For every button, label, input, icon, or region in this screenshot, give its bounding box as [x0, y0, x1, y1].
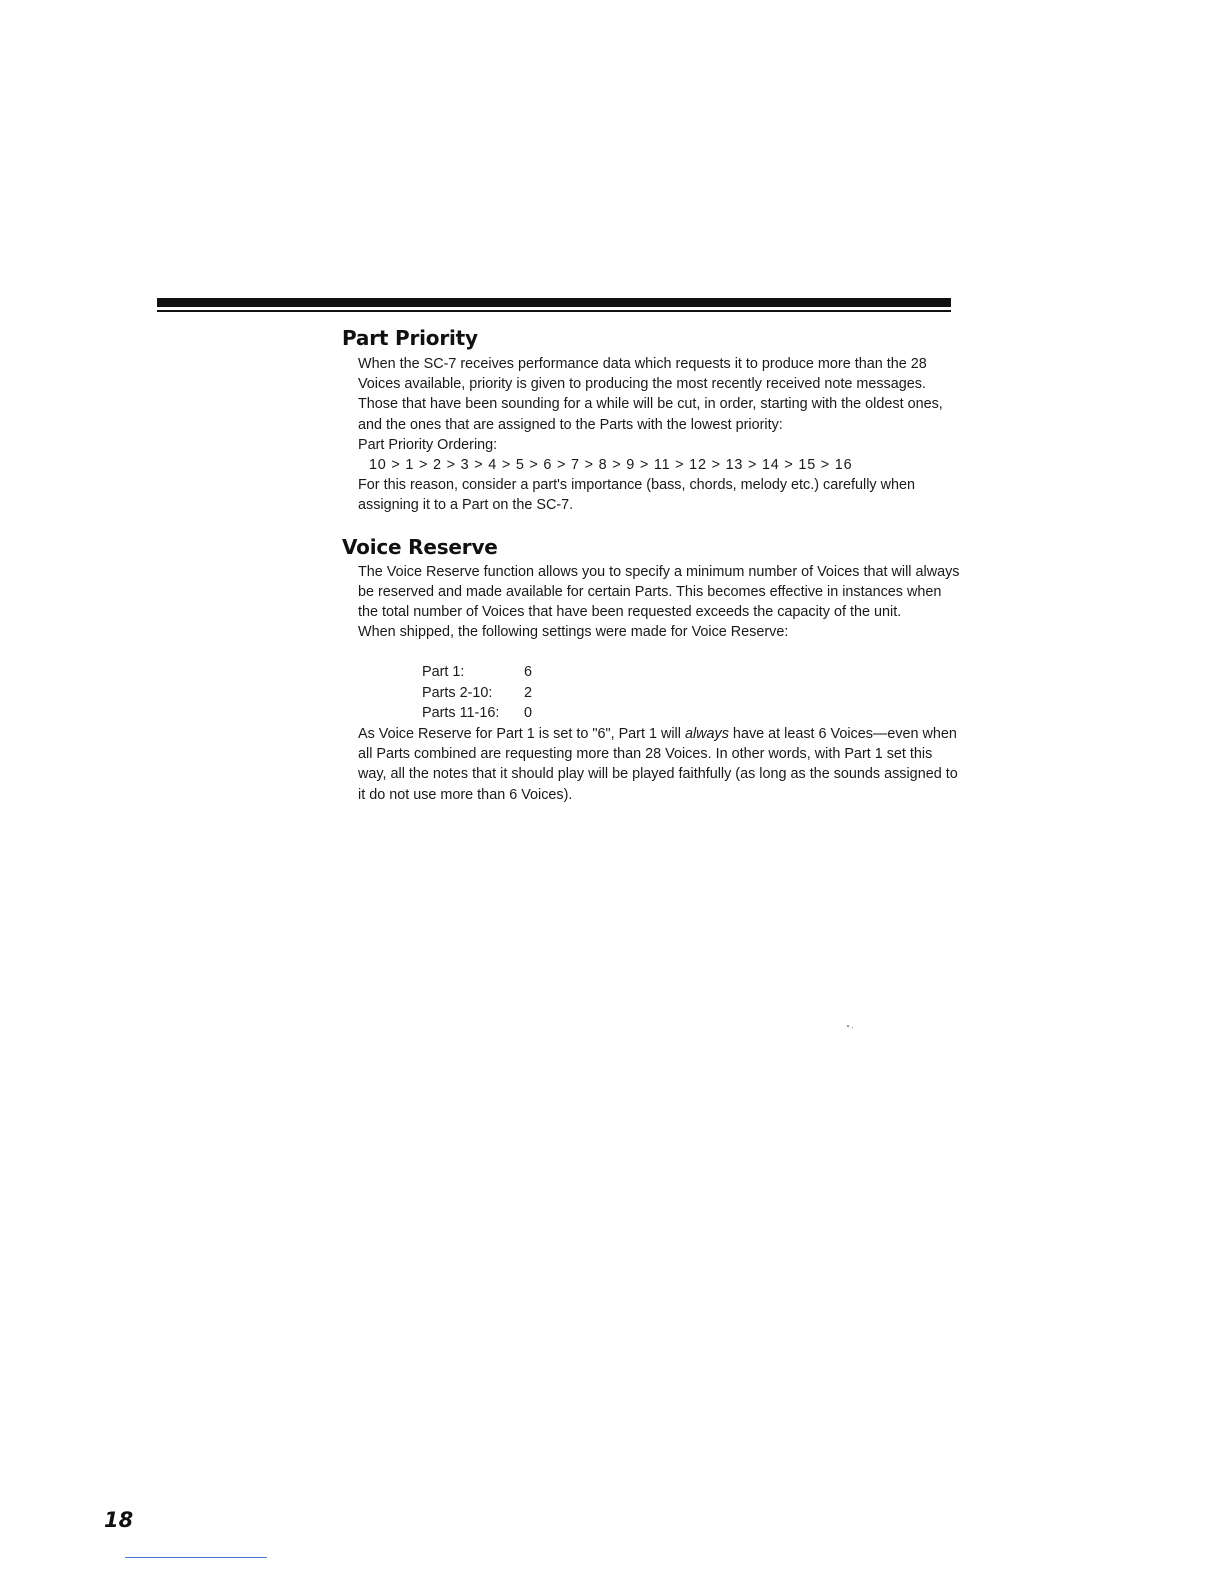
header-rule-thick [157, 298, 951, 307]
settings-row [422, 662, 962, 683]
scan-speck [847, 1025, 849, 1027]
voice-reserve-closing-paragraph [358, 724, 962, 805]
voice-reserve-body [358, 562, 962, 643]
voice-reserve-closing-block [358, 724, 962, 805]
settings-label: Part 1: [422, 664, 465, 681]
header-rule-thin [157, 310, 951, 312]
priority-reason-paragraph: For this reason, consider a part's importance (bass, chords, melody etc.) carefully when assigning it to a Part on the SC-7. [358, 477, 916, 514]
settings-row [422, 703, 962, 724]
settings-value: 6 [524, 664, 533, 681]
footer-line [125, 1557, 267, 1558]
settings-label: Parts 11-16: [422, 705, 500, 722]
settings-label: Parts 2-10: [422, 684, 493, 701]
closing-emphasis: always [684, 725, 729, 742]
priority-ordering-label: Part Priority Ordering: [358, 436, 498, 453]
voice-reserve-heading: Voice Reserve [342, 534, 498, 559]
scan-speck [852, 1027, 853, 1028]
priority-ordering-sequence: 10 > 1 > 2 > 3 > 4 > 5 > 6 > 7 > 8 > 9 > 11 > 12 > 13 > 14 > 15 > 16 [369, 457, 853, 474]
voice-reserve-settings [422, 662, 962, 724]
part-priority-body [358, 354, 962, 516]
part-priority-heading: Part Priority [342, 326, 478, 350]
page-number: 18 [104, 1508, 134, 1532]
part-priority-paragraph: When the SC-7 receives performance data which requests it to produce more than the 28 Voices available, priority is given to producing the most recently received note messages. Those that have been sounding for a while will be cut, in order, starting with the oldest ones, and the ones that are assigned to the Parts with the lowest priority: [358, 356, 943, 433]
voice-reserve-paragraph: The Voice Reserve function allows you to specify a minimum number of Voices that will always be reserved and made available for certain Parts. This becomes effective in instances when the total number of Voices that have been requested exceeds the capacity of the unit. [358, 563, 960, 621]
settings-row [422, 683, 962, 704]
settings-value: 2 [524, 684, 533, 701]
settings-value: 0 [524, 705, 533, 722]
page-content [342, 326, 962, 805]
closing-text-after: have at least 6 Voices—even when all Parts combined are requesting more than 28 Voices. In other words, with Part 1 set this way, all the notes that it should play will be played faithfully (as long as the sounds assigned to it do not use more than 6 Voices). [358, 725, 958, 803]
closing-text-before: As Voice Reserve for Part 1 is set to "6", Part 1 will [358, 725, 685, 742]
voice-reserve-shipped-note: When shipped, the following settings were made for Voice Reserve: [358, 624, 789, 641]
